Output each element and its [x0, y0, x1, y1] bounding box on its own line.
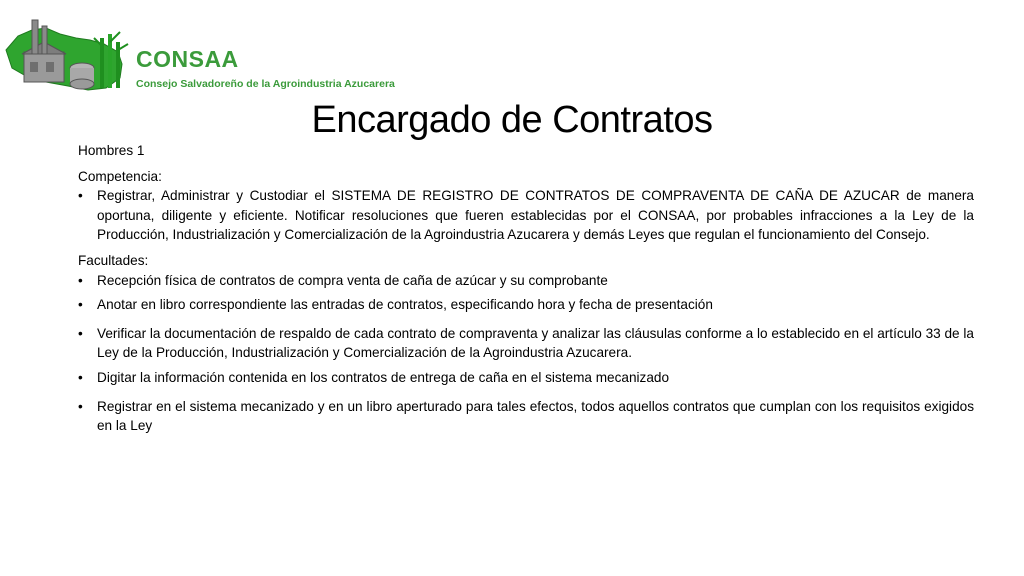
slide-body	[78, 140, 974, 441]
list-item: • Recepción física de contratos de compra venta de caña de azúcar y su comprobante	[78, 271, 974, 291]
list-item: • Registrar, Administrar y Custodiar el SISTEMA DE REGISTRO DE CONTRATOS DE COMPRAVENTA DE CAÑA DE AZUCAR de manera oportuna, diligente y eficiente. Notificar resoluciones que fueren establecidas por el CONSAA, por probables infracciones a la Ley de la Producción, Industrialización y Comercialización de la Agroindustria Azucarera y demás Leyes que regulan el funcionamiento del Consejo.	[78, 186, 974, 245]
page-title: Encargado de Contratos	[311, 99, 713, 141]
facultades-list	[78, 271, 974, 436]
consaa-logo	[2, 16, 432, 96]
list-item: • Verificar la documentación de respaldo de cada contrato de compraventa y analizar las cláusulas conforme a lo establecido en el artículo 33 de la Ley de la Producción, Industrialización y Comercialización de la Agroindustria Azucarera.	[78, 324, 974, 363]
facultades-heading: Facultades:	[78, 252, 149, 268]
logo-name: CONSAA	[136, 46, 239, 72]
logo-subtitle: Consejo Salvadoreño de la Agroindustria Azucarera	[136, 78, 395, 90]
list-item: • Anotar en libro correspondiente las entradas de contratos, especificando hora y fecha de presentación	[78, 295, 974, 315]
list-item: • Digitar la información contenida en los contratos de entrega de caña en el sistema mecanizado	[78, 368, 974, 388]
list-item: • Registrar en el sistema mecanizado y en un libro aperturado para tales efectos, todos aquellos contratos que cumplan con los requisitos exigidos en la Ley	[78, 397, 974, 436]
hombres-count: Hombres 1	[78, 143, 145, 158]
competencia-list	[78, 186, 974, 245]
el-salvador-map-icon	[2, 16, 132, 96]
competencia-heading: Competencia:	[78, 168, 162, 184]
